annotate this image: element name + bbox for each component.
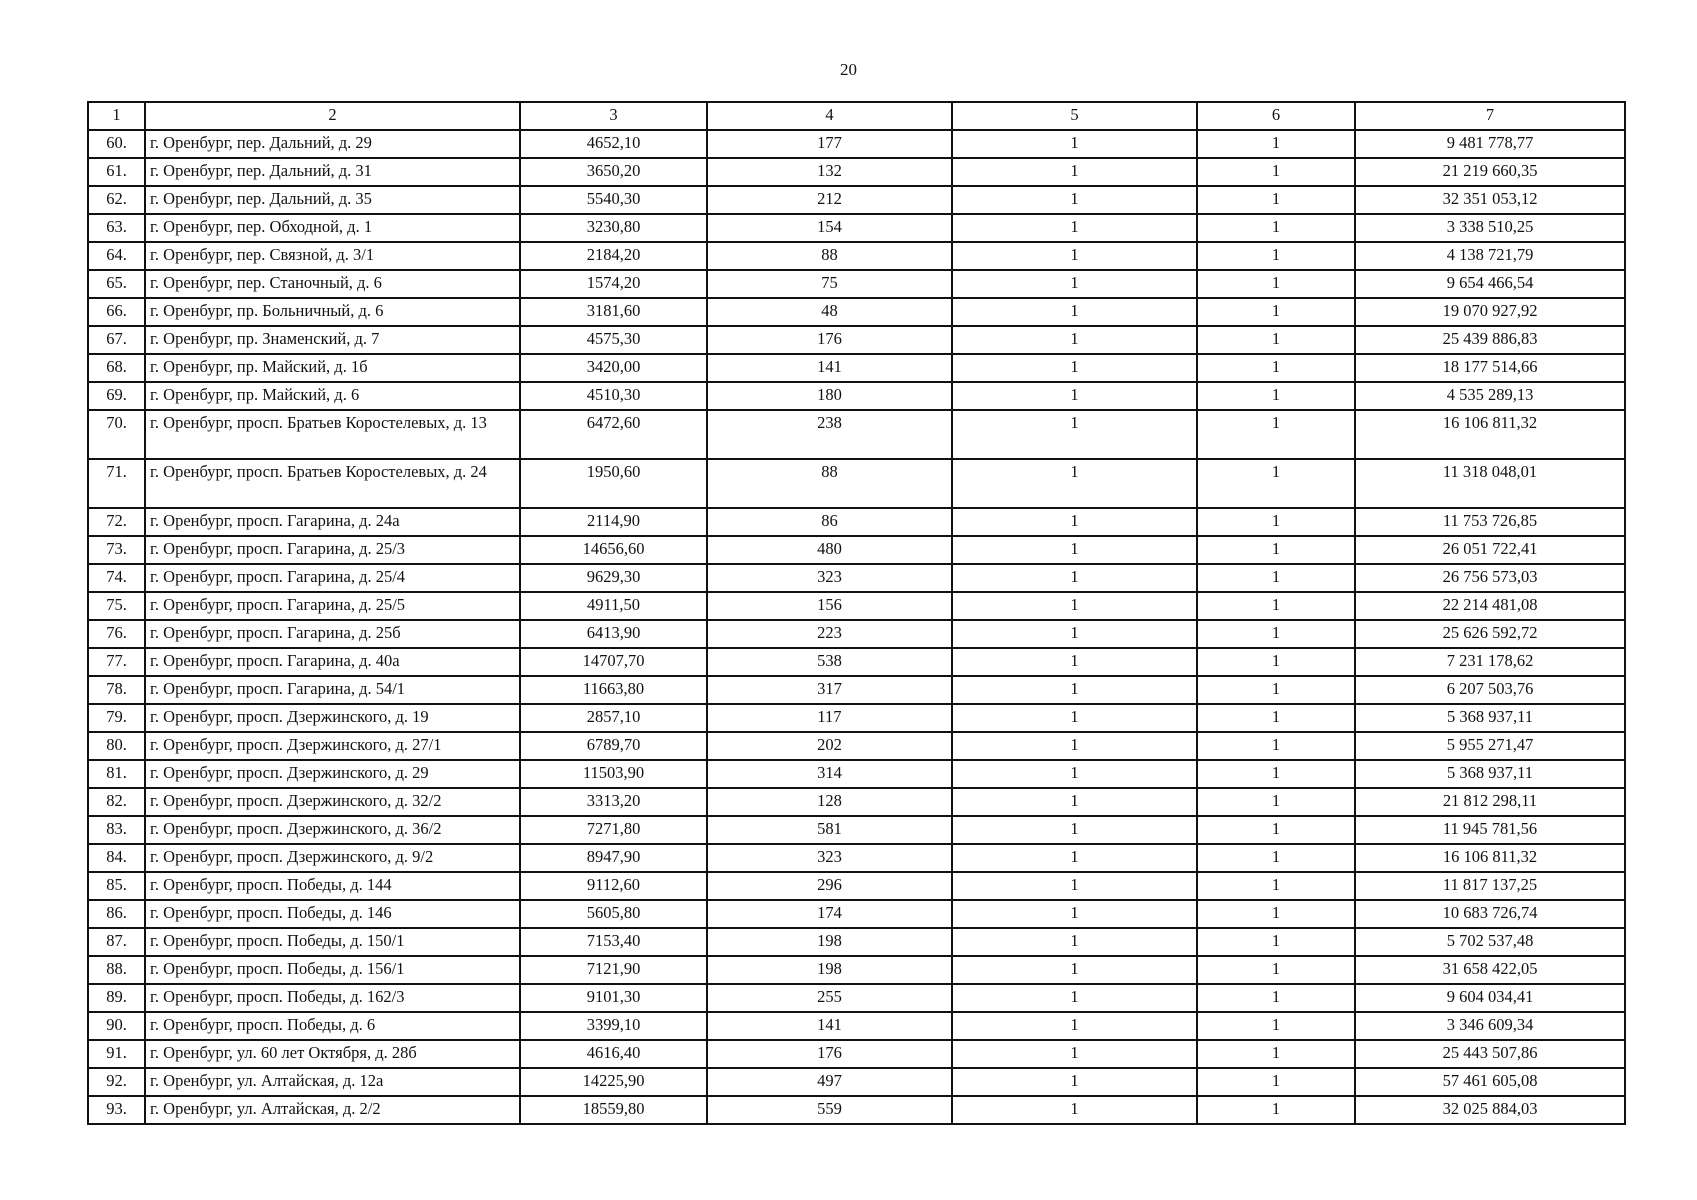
table-row (88, 130, 1625, 158)
row-number-cell: 68. (88, 354, 145, 382)
amount-cell: 11 945 781,56 (1355, 816, 1625, 844)
row-number-cell: 83. (88, 816, 145, 844)
residents-cell: 48 (707, 298, 952, 326)
residents-cell: 198 (707, 928, 952, 956)
address-cell: г. Оренбург, просп. Дзержинского, д. 29 (145, 760, 520, 788)
column-5-cell: 1 (952, 186, 1197, 214)
row-number-cell: 72. (88, 508, 145, 536)
address-cell: г. Оренбург, пр. Знаменский, д. 7 (145, 326, 520, 354)
column-5-cell: 1 (952, 536, 1197, 564)
column-6-cell: 1 (1197, 382, 1355, 410)
table-row (88, 1012, 1625, 1040)
column-5-cell: 1 (952, 326, 1197, 354)
column-5-cell: 1 (952, 1096, 1197, 1124)
housing-table (87, 101, 1626, 1125)
column-5-cell: 1 (952, 1012, 1197, 1040)
area-cell: 11503,90 (520, 760, 707, 788)
area-cell: 4510,30 (520, 382, 707, 410)
table-row (88, 928, 1625, 956)
column-5-cell: 1 (952, 382, 1197, 410)
column-5-cell: 1 (952, 564, 1197, 592)
table-row (88, 872, 1625, 900)
row-number-cell: 78. (88, 676, 145, 704)
column-5-cell: 1 (952, 298, 1197, 326)
address-cell: г. Оренбург, ул. 60 лет Октября, д. 28б (145, 1040, 520, 1068)
area-cell: 4911,50 (520, 592, 707, 620)
table-row (88, 536, 1625, 564)
amount-cell: 3 346 609,34 (1355, 1012, 1625, 1040)
table-row (88, 158, 1625, 186)
column-5-cell: 1 (952, 984, 1197, 1012)
amount-cell: 16 106 811,32 (1355, 844, 1625, 872)
column-6-cell: 1 (1197, 298, 1355, 326)
area-cell: 3399,10 (520, 1012, 707, 1040)
column-5-cell: 1 (952, 900, 1197, 928)
residents-cell: 212 (707, 186, 952, 214)
row-number-cell: 67. (88, 326, 145, 354)
amount-cell: 5 368 937,11 (1355, 704, 1625, 732)
area-cell: 9112,60 (520, 872, 707, 900)
amount-cell: 21 812 298,11 (1355, 788, 1625, 816)
column-header: 1 (88, 102, 145, 130)
address-cell: г. Оренбург, просп. Победы, д. 150/1 (145, 928, 520, 956)
amount-cell: 26 756 573,03 (1355, 564, 1625, 592)
address-cell: г. Оренбург, просп. Гагарина, д. 25б (145, 620, 520, 648)
column-6-cell: 1 (1197, 508, 1355, 536)
row-number-cell: 74. (88, 564, 145, 592)
column-header: 7 (1355, 102, 1625, 130)
table-row (88, 214, 1625, 242)
column-6-cell: 1 (1197, 1096, 1355, 1124)
amount-cell: 11 318 048,01 (1355, 459, 1625, 508)
residents-cell: 538 (707, 648, 952, 676)
address-cell: г. Оренбург, пер. Обходной, д. 1 (145, 214, 520, 242)
area-cell: 3650,20 (520, 158, 707, 186)
column-5-cell: 1 (952, 130, 1197, 158)
row-number-cell: 76. (88, 620, 145, 648)
column-6-cell: 1 (1197, 956, 1355, 984)
area-cell: 3313,20 (520, 788, 707, 816)
address-cell: г. Оренбург, просп. Победы, д. 146 (145, 900, 520, 928)
column-6-cell: 1 (1197, 130, 1355, 158)
column-6-cell: 1 (1197, 242, 1355, 270)
residents-cell: 86 (707, 508, 952, 536)
column-6-cell: 1 (1197, 410, 1355, 459)
column-5-cell: 1 (952, 872, 1197, 900)
table-row (88, 956, 1625, 984)
area-cell: 2857,10 (520, 704, 707, 732)
amount-cell: 18 177 514,66 (1355, 354, 1625, 382)
column-6-cell: 1 (1197, 214, 1355, 242)
area-cell: 3181,60 (520, 298, 707, 326)
table-row (88, 760, 1625, 788)
table-row (88, 620, 1625, 648)
column-6-cell: 1 (1197, 760, 1355, 788)
address-cell: г. Оренбург, просп. Победы, д. 6 (145, 1012, 520, 1040)
residents-cell: 154 (707, 214, 952, 242)
address-cell: г. Оренбург, ул. Алтайская, д. 12а (145, 1068, 520, 1096)
table-row (88, 984, 1625, 1012)
area-cell: 9629,30 (520, 564, 707, 592)
residents-cell: 255 (707, 984, 952, 1012)
residents-cell: 317 (707, 676, 952, 704)
column-6-cell: 1 (1197, 732, 1355, 760)
column-6-cell: 1 (1197, 816, 1355, 844)
area-cell: 14225,90 (520, 1068, 707, 1096)
amount-cell: 9 481 778,77 (1355, 130, 1625, 158)
table-row (88, 298, 1625, 326)
row-number-cell: 85. (88, 872, 145, 900)
address-cell: г. Оренбург, просп. Дзержинского, д. 32/2 (145, 788, 520, 816)
amount-cell: 5 702 537,48 (1355, 928, 1625, 956)
address-cell: г. Оренбург, пр. Майский, д. 1б (145, 354, 520, 382)
column-header: 5 (952, 102, 1197, 130)
area-cell: 9101,30 (520, 984, 707, 1012)
residents-cell: 156 (707, 592, 952, 620)
table-row (88, 844, 1625, 872)
column-6-cell: 1 (1197, 676, 1355, 704)
area-cell: 5540,30 (520, 186, 707, 214)
area-cell: 8947,90 (520, 844, 707, 872)
column-6-cell: 1 (1197, 620, 1355, 648)
amount-cell: 25 439 886,83 (1355, 326, 1625, 354)
amount-cell: 11 753 726,85 (1355, 508, 1625, 536)
address-cell: г. Оренбург, пер. Дальний, д. 29 (145, 130, 520, 158)
row-number-cell: 87. (88, 928, 145, 956)
residents-cell: 559 (707, 1096, 952, 1124)
column-6-cell: 1 (1197, 1012, 1355, 1040)
area-cell: 5605,80 (520, 900, 707, 928)
column-5-cell: 1 (952, 592, 1197, 620)
table-row (88, 242, 1625, 270)
area-cell: 4575,30 (520, 326, 707, 354)
column-6-cell: 1 (1197, 592, 1355, 620)
column-6-cell: 1 (1197, 984, 1355, 1012)
column-5-cell: 1 (952, 270, 1197, 298)
row-number-cell: 62. (88, 186, 145, 214)
column-6-cell: 1 (1197, 536, 1355, 564)
column-6-cell: 1 (1197, 844, 1355, 872)
table-row (88, 1040, 1625, 1068)
table-row (88, 270, 1625, 298)
address-cell: г. Оренбург, просп. Гагарина, д. 25/5 (145, 592, 520, 620)
column-6-cell: 1 (1197, 928, 1355, 956)
row-number-cell: 73. (88, 536, 145, 564)
area-cell: 7153,40 (520, 928, 707, 956)
area-cell: 7121,90 (520, 956, 707, 984)
page-number: 20 (840, 60, 857, 79)
table-row (88, 410, 1625, 459)
column-6-cell: 1 (1197, 270, 1355, 298)
amount-cell: 32 351 053,12 (1355, 186, 1625, 214)
area-cell: 14656,60 (520, 536, 707, 564)
residents-cell: 176 (707, 1040, 952, 1068)
table-row (88, 676, 1625, 704)
amount-cell: 25 443 507,86 (1355, 1040, 1625, 1068)
column-5-cell: 1 (952, 648, 1197, 676)
column-5-cell: 1 (952, 704, 1197, 732)
column-5-cell: 1 (952, 158, 1197, 186)
residents-cell: 177 (707, 130, 952, 158)
amount-cell: 5 955 271,47 (1355, 732, 1625, 760)
column-header: 2 (145, 102, 520, 130)
residents-cell: 180 (707, 382, 952, 410)
table-row (88, 900, 1625, 928)
table-row (88, 592, 1625, 620)
residents-cell: 88 (707, 459, 952, 508)
amount-cell: 22 214 481,08 (1355, 592, 1625, 620)
column-6-cell: 1 (1197, 158, 1355, 186)
area-cell: 11663,80 (520, 676, 707, 704)
residents-cell: 198 (707, 956, 952, 984)
amount-cell: 11 817 137,25 (1355, 872, 1625, 900)
address-cell: г. Оренбург, ул. Алтайская, д. 2/2 (145, 1096, 520, 1124)
amount-cell: 25 626 592,72 (1355, 620, 1625, 648)
row-number-cell: 66. (88, 298, 145, 326)
residents-cell: 296 (707, 872, 952, 900)
residents-cell: 323 (707, 564, 952, 592)
area-cell: 1574,20 (520, 270, 707, 298)
residents-cell: 141 (707, 1012, 952, 1040)
column-5-cell: 1 (952, 732, 1197, 760)
row-number-cell: 69. (88, 382, 145, 410)
area-cell: 6413,90 (520, 620, 707, 648)
area-cell: 18559,80 (520, 1096, 707, 1124)
column-5-cell: 1 (952, 1040, 1197, 1068)
column-6-cell: 1 (1197, 326, 1355, 354)
column-header: 3 (520, 102, 707, 130)
row-number-cell: 79. (88, 704, 145, 732)
residents-cell: 314 (707, 760, 952, 788)
table-body (88, 130, 1625, 1124)
column-6-cell: 1 (1197, 648, 1355, 676)
column-5-cell: 1 (952, 242, 1197, 270)
row-number-cell: 90. (88, 1012, 145, 1040)
column-5-cell: 1 (952, 1068, 1197, 1096)
row-number-cell: 71. (88, 459, 145, 508)
table-row (88, 1096, 1625, 1124)
amount-cell: 32 025 884,03 (1355, 1096, 1625, 1124)
table-row (88, 459, 1625, 508)
column-6-cell: 1 (1197, 788, 1355, 816)
column-5-cell: 1 (952, 816, 1197, 844)
table-row (88, 732, 1625, 760)
address-cell: г. Оренбург, просп. Дзержинского, д. 27/1 (145, 732, 520, 760)
amount-cell: 5 368 937,11 (1355, 760, 1625, 788)
address-cell: г. Оренбург, просп. Победы, д. 162/3 (145, 984, 520, 1012)
residents-cell: 202 (707, 732, 952, 760)
column-6-cell: 1 (1197, 564, 1355, 592)
column-6-cell: 1 (1197, 459, 1355, 508)
residents-cell: 497 (707, 1068, 952, 1096)
column-6-cell: 1 (1197, 354, 1355, 382)
address-cell: г. Оренбург, просп. Победы, д. 156/1 (145, 956, 520, 984)
address-cell: г. Оренбург, пер. Дальний, д. 31 (145, 158, 520, 186)
residents-cell: 480 (707, 536, 952, 564)
area-cell: 7271,80 (520, 816, 707, 844)
area-cell: 2184,20 (520, 242, 707, 270)
address-cell: г. Оренбург, пр. Больничный, д. 6 (145, 298, 520, 326)
column-5-cell: 1 (952, 956, 1197, 984)
row-number-cell: 92. (88, 1068, 145, 1096)
header-row (88, 102, 1625, 130)
row-number-cell: 60. (88, 130, 145, 158)
area-cell: 6789,70 (520, 732, 707, 760)
column-5-cell: 1 (952, 508, 1197, 536)
address-cell: г. Оренбург, просп. Гагарина, д. 40а (145, 648, 520, 676)
address-cell: г. Оренбург, просп. Гагарина, д. 24а (145, 508, 520, 536)
column-5-cell: 1 (952, 844, 1197, 872)
table-row (88, 648, 1625, 676)
address-cell: г. Оренбург, просп. Дзержинского, д. 9/2 (145, 844, 520, 872)
column-5-cell: 1 (952, 214, 1197, 242)
address-cell: г. Оренбург, пер. Станочный, д. 6 (145, 270, 520, 298)
table-row (88, 564, 1625, 592)
address-cell: г. Оренбург, просп. Дзержинского, д. 36/2 (145, 816, 520, 844)
amount-cell: 4 535 289,13 (1355, 382, 1625, 410)
column-5-cell: 1 (952, 760, 1197, 788)
amount-cell: 16 106 811,32 (1355, 410, 1625, 459)
amount-cell: 9 654 466,54 (1355, 270, 1625, 298)
area-cell: 3420,00 (520, 354, 707, 382)
column-5-cell: 1 (952, 354, 1197, 382)
row-number-cell: 63. (88, 214, 145, 242)
table-row (88, 326, 1625, 354)
row-number-cell: 80. (88, 732, 145, 760)
address-cell: г. Оренбург, пр. Майский, д. 6 (145, 382, 520, 410)
address-cell: г. Оренбург, просп. Братьев Коростелевых, д. 13 (145, 410, 520, 459)
column-6-cell: 1 (1197, 1068, 1355, 1096)
column-5-cell: 1 (952, 410, 1197, 459)
column-5-cell: 1 (952, 928, 1197, 956)
amount-cell: 6 207 503,76 (1355, 676, 1625, 704)
address-cell: г. Оренбург, просп. Братьев Коростелевых, д. 24 (145, 459, 520, 508)
amount-cell: 9 604 034,41 (1355, 984, 1625, 1012)
address-cell: г. Оренбург, просп. Гагарина, д. 25/3 (145, 536, 520, 564)
column-6-cell: 1 (1197, 900, 1355, 928)
column-6-cell: 1 (1197, 186, 1355, 214)
residents-cell: 132 (707, 158, 952, 186)
address-cell: г. Оренбург, просп. Гагарина, д. 54/1 (145, 676, 520, 704)
row-number-cell: 86. (88, 900, 145, 928)
row-number-cell: 82. (88, 788, 145, 816)
column-6-cell: 1 (1197, 1040, 1355, 1068)
table-row (88, 1068, 1625, 1096)
address-cell: г. Оренбург, просп. Победы, д. 144 (145, 872, 520, 900)
column-6-cell: 1 (1197, 872, 1355, 900)
column-6-cell: 1 (1197, 704, 1355, 732)
address-cell: г. Оренбург, просп. Дзержинского, д. 19 (145, 704, 520, 732)
residents-cell: 238 (707, 410, 952, 459)
residents-cell: 174 (707, 900, 952, 928)
table-row (88, 816, 1625, 844)
residents-cell: 176 (707, 326, 952, 354)
row-number-cell: 75. (88, 592, 145, 620)
row-number-cell: 91. (88, 1040, 145, 1068)
row-number-cell: 65. (88, 270, 145, 298)
column-5-cell: 1 (952, 676, 1197, 704)
address-cell: г. Оренбург, пер. Связной, д. 3/1 (145, 242, 520, 270)
amount-cell: 7 231 178,62 (1355, 648, 1625, 676)
address-cell: г. Оренбург, пер. Дальний, д. 35 (145, 186, 520, 214)
residents-cell: 323 (707, 844, 952, 872)
table-row (88, 186, 1625, 214)
row-number-cell: 89. (88, 984, 145, 1012)
row-number-cell: 84. (88, 844, 145, 872)
row-number-cell: 88. (88, 956, 145, 984)
row-number-cell: 70. (88, 410, 145, 459)
amount-cell: 10 683 726,74 (1355, 900, 1625, 928)
table-row (88, 508, 1625, 536)
row-number-cell: 93. (88, 1096, 145, 1124)
table-row (88, 704, 1625, 732)
amount-cell: 31 658 422,05 (1355, 956, 1625, 984)
row-number-cell: 81. (88, 760, 145, 788)
row-number-cell: 77. (88, 648, 145, 676)
amount-cell: 21 219 660,35 (1355, 158, 1625, 186)
residents-cell: 141 (707, 354, 952, 382)
area-cell: 6472,60 (520, 410, 707, 459)
address-cell: г. Оренбург, просп. Гагарина, д. 25/4 (145, 564, 520, 592)
residents-cell: 581 (707, 816, 952, 844)
row-number-cell: 64. (88, 242, 145, 270)
amount-cell: 4 138 721,79 (1355, 242, 1625, 270)
area-cell: 3230,80 (520, 214, 707, 242)
amount-cell: 57 461 605,08 (1355, 1068, 1625, 1096)
table-row (88, 788, 1625, 816)
table-row (88, 354, 1625, 382)
area-cell: 4652,10 (520, 130, 707, 158)
residents-cell: 117 (707, 704, 952, 732)
area-cell: 14707,70 (520, 648, 707, 676)
area-cell: 2114,90 (520, 508, 707, 536)
area-cell: 4616,40 (520, 1040, 707, 1068)
residents-cell: 223 (707, 620, 952, 648)
residents-cell: 128 (707, 788, 952, 816)
amount-cell: 19 070 927,92 (1355, 298, 1625, 326)
row-number-cell: 61. (88, 158, 145, 186)
amount-cell: 3 338 510,25 (1355, 214, 1625, 242)
residents-cell: 75 (707, 270, 952, 298)
column-header: 6 (1197, 102, 1355, 130)
table-row (88, 382, 1625, 410)
column-5-cell: 1 (952, 620, 1197, 648)
column-5-cell: 1 (952, 788, 1197, 816)
area-cell: 1950,60 (520, 459, 707, 508)
amount-cell: 26 051 722,41 (1355, 536, 1625, 564)
column-5-cell: 1 (952, 459, 1197, 508)
column-header: 4 (707, 102, 952, 130)
residents-cell: 88 (707, 242, 952, 270)
